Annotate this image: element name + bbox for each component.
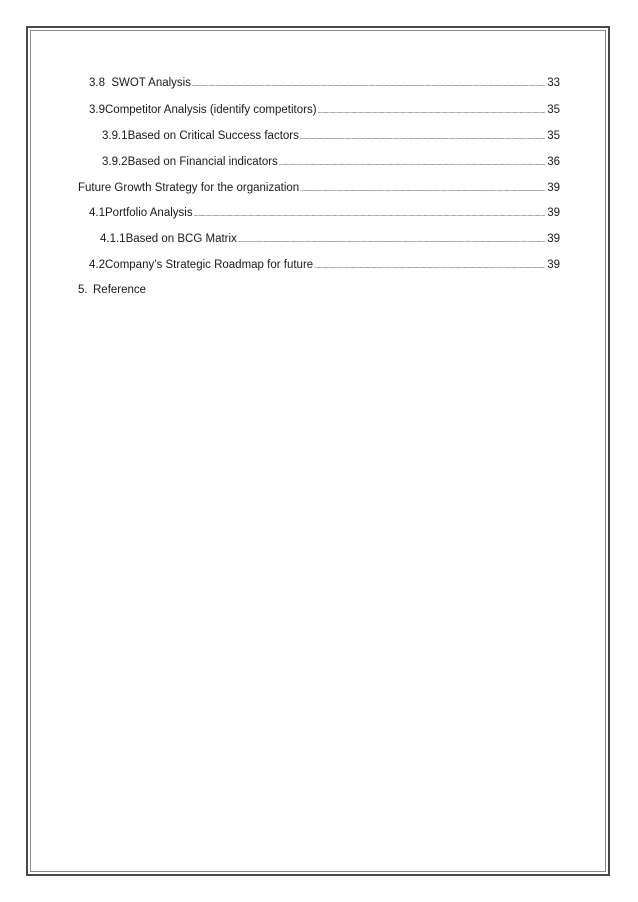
toc-entry-reference[interactable] [78,282,278,298]
toc-entry-4-1[interactable] [89,205,560,221]
dot-leader [238,233,545,249]
toc-entry-title: Reference [93,284,147,296]
toc-entry-3-9-1[interactable] [102,128,560,144]
toc-entry-number: 3.8 [89,77,105,89]
dot-leader [318,104,546,120]
toc-entry-page: 39 [547,182,560,194]
toc-entry-4-2[interactable] [89,257,560,273]
toc-entry-page: 39 [547,207,560,219]
toc-entry-number: 4.1 [89,207,105,219]
dot-leader [194,207,546,223]
dot-leader [300,182,545,198]
toc-entry-3-8[interactable] [89,75,560,91]
dot-leader [300,130,545,146]
toc-entry-title: Based on BCG Matrix [125,233,237,245]
toc-entry-title: Future Growth Strategy for the organization [78,182,300,194]
toc-entry-number: 3.9.2 [102,156,128,168]
dot-leader [314,259,545,275]
dot-leader [279,156,545,172]
toc-entry-number: 3.9.1 [102,130,128,142]
toc-entry-3-9-2[interactable] [102,154,560,170]
toc-entry-title: Competitor Analysis (identify competitors) [105,104,317,116]
toc-entry-3-9[interactable] [89,102,560,118]
toc-entry-number: 5. [78,284,88,296]
toc-entry-number: 3.9 [89,104,105,116]
toc-entry-page: 39 [547,233,560,245]
toc-entry-page: 39 [547,259,560,271]
toc-entry-number: 4.2 [89,259,105,271]
toc-entry-title: Company’s Strategic Roadmap for future [105,259,314,271]
toc-entry-title: Portfolio Analysis [105,207,193,219]
toc-entry-4-1-1[interactable] [100,231,560,247]
toc-entry-page: 36 [547,156,560,168]
toc-entry-page: 35 [547,130,560,142]
toc-entry-future-growth[interactable] [78,180,560,196]
toc-entry-page: 33 [547,77,560,89]
toc-entry-title: Based on Financial indicators [127,156,278,168]
toc-entry-title: SWOT Analysis [111,77,191,89]
toc-entry-page: 35 [547,104,560,116]
toc-entry-number: 4.1.1 [100,233,126,245]
toc-entry-title: Based on Critical Success factors [127,130,299,142]
dot-leader [192,77,545,93]
